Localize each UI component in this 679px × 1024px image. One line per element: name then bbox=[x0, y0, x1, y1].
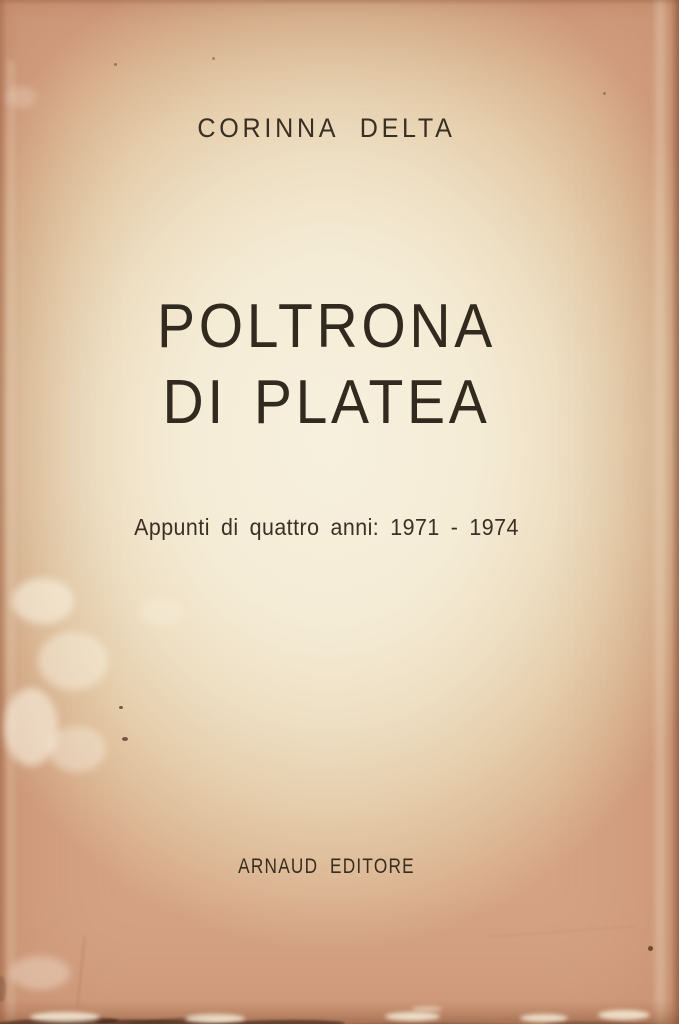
right-edge-highlight bbox=[655, 0, 666, 1024]
title-line-1: POLTRONA bbox=[157, 292, 496, 361]
title-line-2: DI PLATEA bbox=[162, 368, 491, 437]
book-title bbox=[0, 289, 653, 441]
author-name: CORINNA DELTA bbox=[197, 113, 456, 143]
right-edge-shadow bbox=[671, 0, 679, 1024]
publisher-name: ARNAUD EDITORE bbox=[238, 855, 415, 878]
subtitle: Appunti di quattro anni: 1971 - 1974 bbox=[134, 514, 519, 540]
